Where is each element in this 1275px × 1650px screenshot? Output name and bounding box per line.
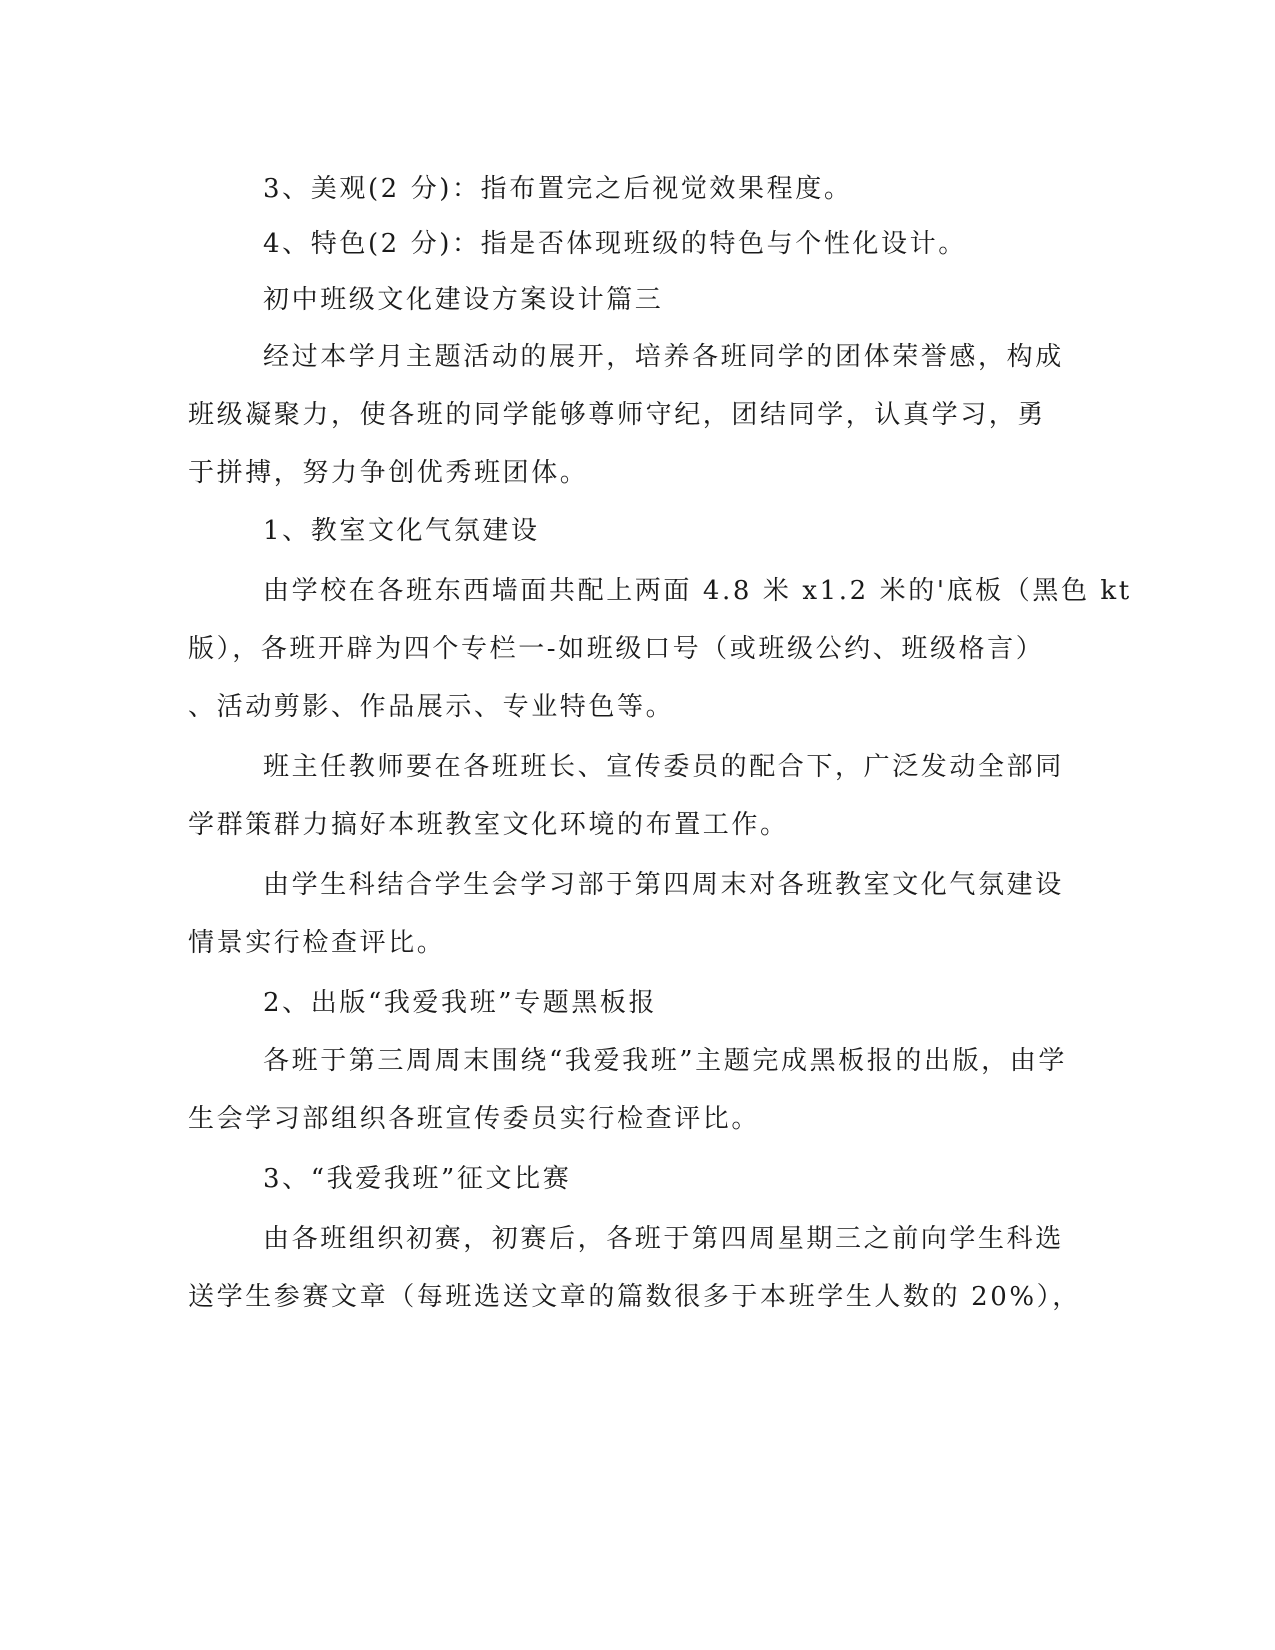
paragraph-line: 各班于第三周周末围绕“我爱我班”主题完成黑板报的出版，由学 <box>263 1046 1067 1076</box>
paragraph-line: 经过本学月主题活动的展开，培养各班同学的团体荣誉感，构成 <box>263 342 1064 372</box>
paragraph-line: 生会学习部组织各班宣传委员实行检查评比。 <box>188 1104 761 1134</box>
paragraph-line: 由学校在各班东西墙面共配上两面 4.8 米 x1.2 米的'底板（黑色 kt <box>263 576 1132 606</box>
paragraph-line: 情景实行检查评比。 <box>188 928 446 958</box>
criterion-aesthetics: 3、美观(2 分)：指布置完之后视觉效果程度。 <box>263 174 853 204</box>
paragraph-line: 班主任教师要在各班班长、宣传委员的配合下，广泛发动全部同 <box>263 752 1064 782</box>
paragraph-line: 版），各班开辟为四个专栏一-如班级口号（或班级公约、班级格言） <box>188 634 1045 664</box>
criterion-feature: 4、特色(2 分)：指是否体现班级的特色与个性化设计。 <box>263 229 967 259</box>
paragraph-line: 、活动剪影、作品展示、专业特色等。 <box>188 692 675 722</box>
paragraph-line: 学群策群力搞好本班教室文化环境的布置工作。 <box>188 810 789 840</box>
subheading-essay-contest: 3、“我爱我班”征文比赛 <box>263 1164 572 1194</box>
paragraph-line: 于拼搏，努力争创优秀班团体。 <box>188 458 589 488</box>
subheading-classroom-culture: 1、教室文化气氛建设 <box>263 516 540 546</box>
subheading-blackboard: 2、出版“我爱我班”专题黑板报 <box>263 988 658 1018</box>
paragraph-line: 由各班组织初赛，初赛后，各班于第四周星期三之前向学生科选 <box>263 1224 1064 1254</box>
paragraph-line: 班级凝聚力，使各班的同学能够尊师守纪，团结同学，认真学习，勇 <box>188 400 1047 430</box>
paragraph-line: 送学生参赛文章（每班选送文章的篇数很多于本班学生人数的 20%）， <box>188 1282 1081 1312</box>
section-heading: 初中班级文化建设方案设计篇三 <box>263 285 664 315</box>
paragraph-line: 由学生科结合学生会学习部于第四周末对各班教室文化气氛建设 <box>263 870 1064 900</box>
